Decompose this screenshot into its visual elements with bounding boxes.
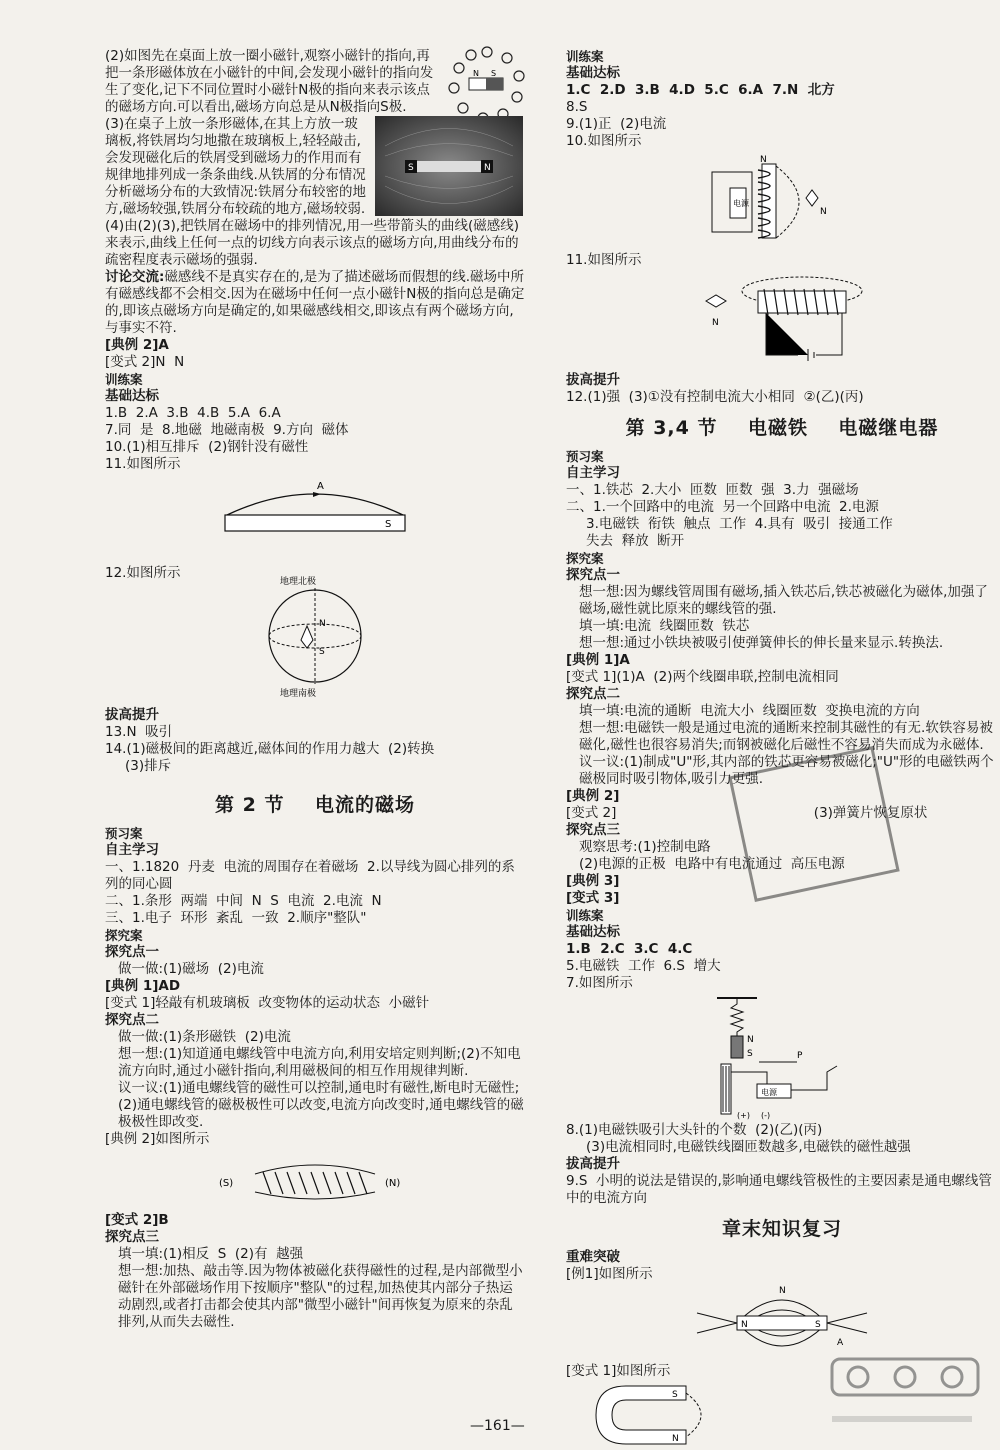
heading-self-study: 自主学习 — [105, 842, 159, 858]
r-ans-1-7: 1.C 2.D 3.B 4.D 5.C 6.A 7.N 北方 — [566, 82, 835, 98]
earth-magnetism-figure — [235, 574, 395, 699]
ans-14: 14.(1)磁极间的距离越近,磁体间的作用力越大 (2)转换 — [105, 741, 435, 757]
page-number: —161— — [470, 1418, 525, 1434]
r-ans-9: 9.(1)正 (2)电流 — [566, 116, 667, 132]
globe-s-label: S — [319, 647, 325, 657]
fig-s-label: S — [491, 69, 497, 78]
photo-s-label: S — [408, 163, 414, 173]
heading-basic: 基础达标 — [105, 388, 159, 404]
r-self-4: 失去 释放 断开 — [586, 533, 685, 549]
electromagnet-spring-figure — [697, 992, 867, 1122]
r-fill-2: 填一填:电流的通断 电流大小 线圈匝数 变换电流的方向 — [579, 703, 920, 719]
bar-magnet-field-figure — [205, 479, 425, 539]
r-self-2: 二、1.一个回路中的电流 另一个回路中电流 2.电源 — [566, 499, 879, 515]
fig-n-label: N — [473, 69, 479, 78]
rev-bar-n-label: N — [741, 1320, 748, 1330]
r-observe: 观察思考:(1)控制电路 — [579, 839, 711, 855]
variant-2b: [变式 2]B — [105, 1212, 169, 1228]
heading-point-2: 探究点二 — [105, 1012, 159, 1028]
rev-bar-s-label: S — [815, 1320, 821, 1330]
variant-2: [变式 2]N N — [105, 354, 185, 370]
heading-preview: 预习案 — [105, 826, 143, 841]
heading-point-1: 探究点一 — [105, 944, 159, 960]
r-example-1: [典例 1]A — [566, 652, 630, 668]
ans-10: 10.(1)相互排斥 (2)钢针没有磁性 — [105, 439, 309, 455]
r-heading-explore: 探究案 — [566, 551, 604, 566]
geo-south-label: 地理南极 — [280, 689, 317, 699]
coil-battery-figure — [702, 152, 862, 252]
section-2-title: 第 2 节 电流的磁场 — [215, 794, 415, 816]
example-2: [典例 2]A — [105, 337, 169, 353]
example-2b: [典例 2]如图所示 — [105, 1131, 210, 1147]
r-ans-8: 8.S — [566, 99, 588, 115]
rev-a-label: A — [837, 1338, 844, 1348]
self-3: 三、1.电子 环形 紊乱 一致 2.顺序"整队" — [105, 910, 367, 926]
bar-magnet-field-lines-figure — [687, 1283, 877, 1363]
r-b-ans-5-6: 5.电磁铁 工作 6.S 增大 — [566, 958, 721, 974]
ans-12: 12.如图所示 — [105, 565, 181, 581]
r-variant-2: [变式 2] (3)弹簧片恢复原状 — [566, 805, 928, 821]
r-variant-1: [变式 1](1)A (2)两个线圈串联,控制电流相同 — [566, 669, 839, 685]
variant-1: [变式 1]轻敲有机玻璃板 改变物体的运动状态 小磁针 — [105, 995, 430, 1011]
self-1: 一、1.1820 丹麦 电流的周围存在着磁场 2.以导线为圆心排列的系列的同心圆 — [105, 859, 515, 892]
r-heading-point-2: 探究点二 — [566, 686, 620, 702]
section-3-4-title: 第 3,4 节 电磁铁 电磁继电器 — [625, 417, 939, 439]
r-ans-11: 11.如图所示 — [566, 252, 642, 268]
chapter-review-title: 章末知识复习 — [721, 1218, 842, 1240]
r-observe-2: (2)电源的正极 电路中有电流通过 高压电源 — [579, 856, 845, 872]
solenoid-n-label: (N) — [385, 1178, 401, 1189]
fill-3: 填一填:(1)相反 S (2)有 越强 — [118, 1246, 304, 1262]
r-b-ans-8: 8.(1)电磁铁吸引大头针的个数 (2)(乙)(丙) — [566, 1122, 823, 1138]
discuss-2: 议一议:(1)通电螺线管的磁性可以控制,通电时有磁性,断电时无磁性;(2)通电螺线管的磁极极性可以改变,电流方向改变时,通电螺线管的磁极极性即改变. — [118, 1080, 524, 1130]
do-2: 做一做:(1)条形磁铁 (2)电流 — [118, 1029, 291, 1045]
para-2: (2)如图先在桌面上放一圈小磁针,观察小磁针的指向,再把一条形磁体放在小磁针的中间,会发现小磁针的指向发生了变化,记下不同位置时小磁针N极的指向来表示该点的磁场方向.可以看出,磁场方向总是从N极指向S极. — [105, 48, 434, 115]
r-self-3: 3.电磁铁 衔铁 触点 工作 4.具有 吸引 接通工作 — [586, 516, 893, 532]
r-heading-preview: 预习案 — [566, 449, 604, 464]
r-ans-10: 10.如图所示 — [566, 133, 642, 149]
iron-filings-photo — [375, 116, 523, 216]
u-magnet-figure — [586, 1380, 726, 1450]
r7-s-label: S — [747, 1049, 753, 1059]
r-heading-training-2: 训练案 — [566, 908, 604, 923]
think-3: 想一想:加热、敲击等.因为物体被磁化获得磁性的过程,是内部微型小磁针在外部磁场作用下按顺序"整队"的过程,加热使其内部分子热运动剧烈,或者打击都会使其内部"微型小磁针"间再恢复为原来的杂乱排列,从而失去磁性. — [118, 1263, 523, 1330]
r-think-2: 想一想:电磁铁一般是通过电流的通断来控制其磁性的有无.软铁容易被磁化,磁性也很容易消失;而钢被磁化后磁性不容易消失而成为永磁体. — [579, 720, 993, 753]
r11-n-label: N — [712, 318, 719, 328]
watermark-url — [832, 1411, 972, 1432]
r-heading-point-3: 探究点三 — [566, 822, 620, 838]
solenoid-figure — [215, 1154, 415, 1204]
r-example-2: [典例 2] — [566, 788, 620, 804]
ans-14b: (3)排斥 — [125, 758, 172, 774]
photo-n-label: N — [484, 163, 491, 173]
r-fill-1: 填一填:电流 线圈匝数 铁芯 — [579, 618, 750, 634]
heading-raise: 拔高提升 — [105, 707, 159, 723]
discussion-text: 磁感线不是真实存在的,是为了描述磁场而假想的线.磁场中所有磁感线都不会相交.因为在磁场中任何一点小磁针N极的指向总是确定的,即该点磁场方向是确定的,如果磁感线相交,即该点有两个磁场方向,与事实不符. — [105, 269, 525, 336]
r-b-ans-9: 9.S 小明的说法是错误的,影响通电螺线管极性的主要因素是通电螺线管中的电流方向 — [566, 1173, 992, 1206]
r-example-e1: [例1]如图所示 — [566, 1266, 653, 1282]
solenoid-s-label: (S) — [219, 1178, 234, 1189]
r-variant-v1: [变式 1]如图所示 — [566, 1363, 671, 1379]
r7-power-label: 电源 — [761, 1088, 777, 1097]
r-heading-self: 自主学习 — [566, 465, 620, 481]
r10-n-label: N — [760, 155, 767, 165]
left-column — [105, 48, 525, 1331]
r-variant-3: [变式 3] — [566, 890, 620, 906]
bar-s-label: S — [385, 519, 392, 530]
do-1: 做一做:(1)磁场 (2)电流 — [118, 961, 264, 977]
fig-a-label: A — [317, 481, 324, 492]
r-think-1b: 想一想:通过小铁块被吸引使弹簧伸长的伸长量来显示.转换法. — [579, 635, 944, 651]
para-3: (3)在桌子上放一条形磁体,在其上方放一玻璃板,将铁屑均匀地撒在玻璃板上,轻轻敲击,会发现磁化后的铁屑受到磁场力的作用而有规律地排列成一条条曲线.从铁屑的分布情况分析磁场分布的大致情况:铁屑分布较密的地方,磁场较强,铁屑分布较疏的地方,磁场较弱. — [105, 116, 367, 217]
r-heading-raise: 拔高提升 — [566, 372, 620, 388]
r-think-1: 想一想:因为螺线管周围有磁场,插入铁芯后,铁芯被磁化为磁体,加强了磁场,磁性就比原来的螺线管的强. — [579, 584, 988, 617]
r-heading-basic-2: 基础达标 — [566, 924, 620, 940]
r-example-3: [典例 3] — [566, 873, 620, 889]
r-self-1: 一、1.铁芯 2.大小 匝数 匝数 强 3.力 强磁场 — [566, 482, 859, 498]
self-2: 二、1.条形 两端 中间 N S 电流 2.电流 N — [105, 893, 382, 909]
ans-1-6: 1.B 2.A 3.B 4.B 5.A 6.A — [105, 405, 281, 421]
ans-7-9: 7.同 是 8.地磁 地磁南极 9.方向 磁体 — [105, 422, 349, 438]
r-heading-raise-2: 拔高提升 — [566, 1156, 620, 1172]
r-heading-point-1: 探究点一 — [566, 567, 620, 583]
heading-training: 训练案 — [105, 372, 143, 387]
think-2: 想一想:(1)知道通电螺线管中电流方向,利用安培定则判断;(2)不知电流方向时,通过小磁针指向,利用磁极间的相互作用规律判断. — [118, 1046, 521, 1079]
example-1: [典例 1]AD — [105, 978, 181, 994]
solenoid-circuit-figure — [692, 267, 872, 362]
u-n-label: N — [672, 1434, 679, 1444]
r7-plus-label: (+) — [737, 1111, 750, 1120]
watermark-logo — [830, 1355, 980, 1406]
globe-n-label: N — [319, 619, 326, 629]
r10-power-label: 电源 — [733, 199, 749, 208]
r-heading-key: 重难突破 — [566, 1249, 620, 1265]
r7-minus-label: (-) — [761, 1111, 771, 1120]
r-heading-training: 训练案 — [566, 49, 604, 64]
heading-point-3: 探究点三 — [105, 1229, 159, 1245]
para-4: (4)由(2)(3),把铁屑在磁场中的排列情况,用一些带箭头的曲线(磁感线)来表示,曲线上任何一点的切线方向表示该点的磁场方向,用曲线分布的疏密程度表示磁场的强弱. — [105, 218, 519, 268]
ans-11: 11.如图所示 — [105, 456, 181, 472]
watermark-logo-icon — [830, 1355, 980, 1397]
compass-ring-figure — [445, 42, 530, 127]
rev-n-label: N — [779, 1286, 786, 1296]
r-heading-basic: 基础达标 — [566, 65, 620, 81]
r-b-ans-8b: (3)电流相同时,电磁铁线圈匝数越多,电磁铁的磁性越强 — [586, 1139, 911, 1155]
geo-north-label: 地理北极 — [280, 577, 317, 587]
r-ans-12: 12.(1)强 (3)①没有控制电流大小相同 ②(乙)(丙) — [566, 389, 864, 405]
r-b-ans-1-4: 1.B 2.C 3.C 4.C — [566, 941, 693, 957]
r7-n-label: N — [747, 1035, 754, 1045]
r-discuss-2: 议一议:(1)制成"U"形,其内部的铁芯更容易被磁化;"U"形的电磁铁两个磁极同时吸引物体,吸引力更强. — [579, 754, 994, 787]
watermark-url-mark — [832, 1411, 972, 1427]
heading-explore: 探究案 — [105, 928, 143, 943]
r-b-ans-7: 7.如图所示 — [566, 975, 633, 991]
discussion-label: 讨论交流: — [105, 269, 165, 285]
r7-p-label: P — [797, 1051, 803, 1061]
u-s-label: S — [672, 1390, 678, 1400]
ans-13: 13.N 吸引 — [105, 724, 173, 740]
right-column — [566, 48, 998, 1450]
r10-needle-n-label: N — [820, 207, 827, 217]
